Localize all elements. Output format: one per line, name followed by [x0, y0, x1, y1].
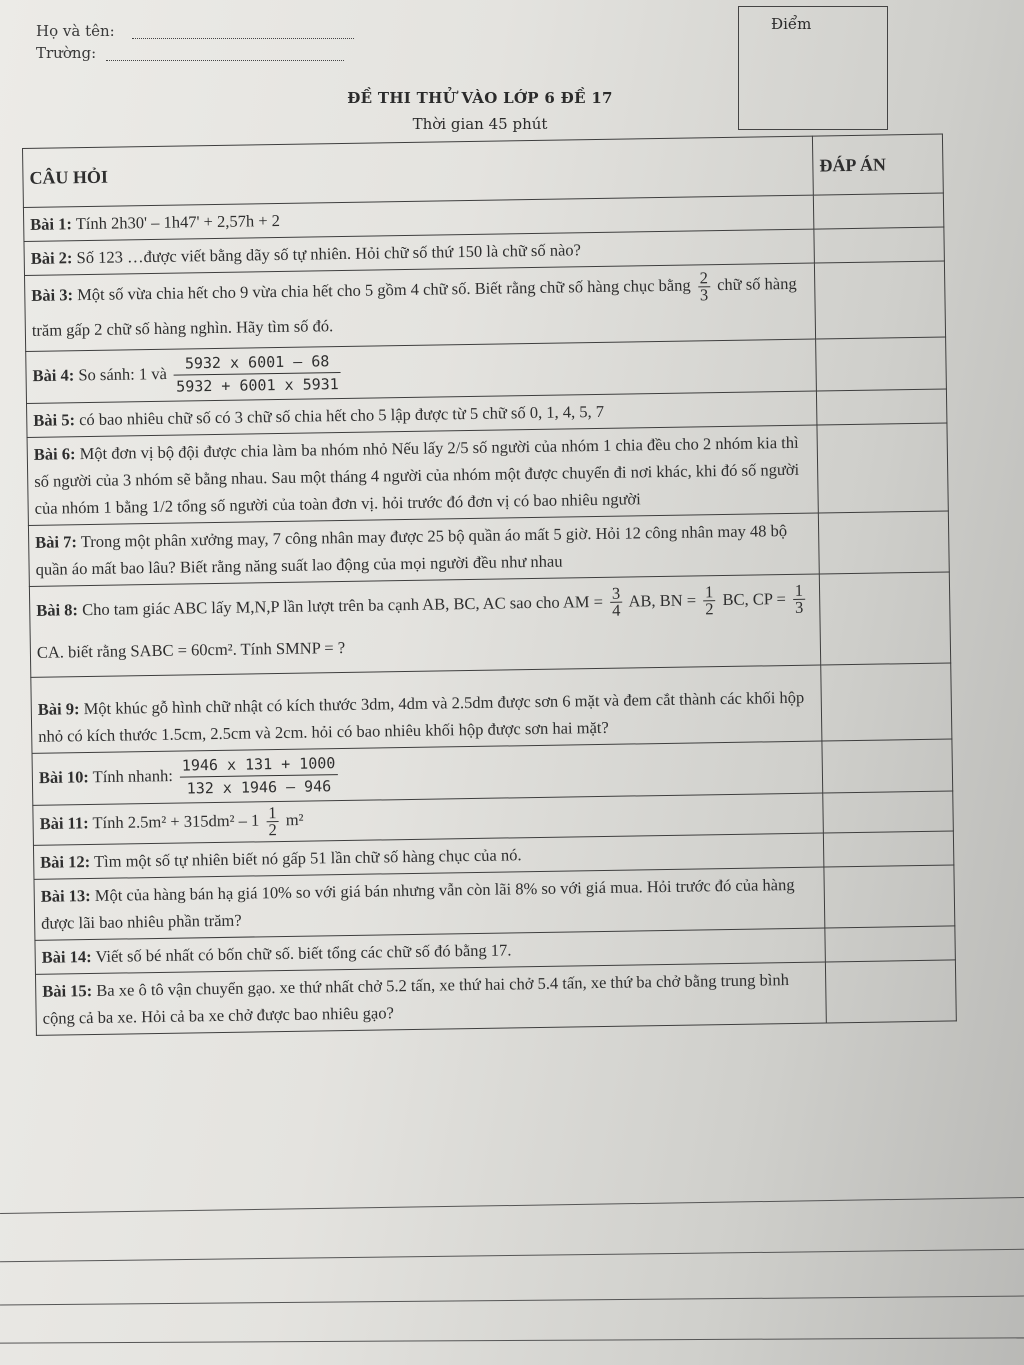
question-text: Ba xe ô tô vận chuyển gạo. xe thứ nhất chở 5.2 tấn, xe thứ hai chở 5.4 tấn, xe thứ ba chở bằng trung bình cộng cả ba xe. Hỏi cả ba xe chở được bao nhiêu gạo?: [42, 969, 790, 1028]
answer-column-header: ĐÁP ÁN: [812, 134, 943, 195]
answer-line: [0, 1296, 1024, 1306]
answer-cell[interactable]: [823, 831, 954, 867]
question-text: CA. biết rằng SABC = 60cm². Tính SMNP = ?: [36, 637, 346, 662]
question-15: [35, 962, 826, 1035]
answer-cell[interactable]: [814, 261, 945, 339]
question-text: Một đơn vị bộ đội được chia làm ba nhóm nhỏ Nếu lấy 2/5 số người của nhóm 1 chia đều cho 2 nhóm kia thì số người của 3 nhóm sẽ bằng nhau. Sau một tháng 4 người của nhóm một được chuyển đi nơi khác, khi đó số người của nhóm 1 bằng 1/2 tổng số người của toàn đơn vị. hỏi trước đó đơn vị có bao nhiêu người: [34, 432, 800, 518]
fraction-denominator: 5932 + 6001 x 5931: [176, 374, 339, 396]
question-number: Bài 9:: [37, 698, 80, 719]
question-text: So sánh: 1 và: [78, 363, 168, 385]
fraction-numerator: 1: [268, 802, 277, 822]
question-text: Một của hàng bán hạ giá 10% so với giá bán nhưng vẫn còn lãi 8% so với giá mua. Hỏi trước đó của hàng được lãi bao nhiêu phần trăm?: [41, 874, 795, 933]
question-number: Bài 12:: [40, 851, 91, 872]
fraction: [610, 586, 623, 619]
question-number: Bài 7:: [35, 531, 78, 552]
fraction-numerator: 2: [699, 267, 709, 288]
fraction-denominator: 2: [268, 819, 277, 839]
question-3: [25, 263, 816, 351]
question-number: Bài 5:: [33, 409, 76, 430]
question-text: Số 123 …được viết bằng dãy số tự nhiên. Hỏi chữ số thứ 150 là chữ số nào?: [76, 240, 582, 268]
fraction-denominator: 2: [705, 599, 714, 619]
answer-cell[interactable]: [822, 739, 953, 793]
fraction: [180, 752, 338, 799]
answer-cell[interactable]: [814, 227, 945, 263]
answer-line: [0, 1249, 1024, 1263]
question-8: [29, 574, 820, 677]
table-row: [29, 572, 950, 677]
score-box: [738, 6, 888, 130]
name-label: Họ và tên:: [36, 22, 115, 40]
question-text: Tính 2h30' – 1h47' + 2,57h + 2: [75, 210, 281, 234]
question-text: AB, BN =: [628, 590, 697, 611]
answer-line: [0, 1197, 1024, 1214]
question-table: [22, 134, 957, 1036]
exam-title: ĐỀ THI THỬ VÀO LỚP 6 ĐỀ 17: [347, 89, 613, 107]
question-number: Bài 6:: [33, 443, 76, 464]
fraction-numerator: 5932 x 6001 – 68: [174, 350, 341, 376]
question-text: Trong một phân xưởng may, 7 công nhân may được 25 bộ quần áo mất 5 giờ. Hỏi 12 công nhân may 48 bộ quần áo mất bao lâu? Biết rằng năng suất lao động của mọi người đều như nhau: [35, 520, 788, 579]
answer-line: [0, 1337, 1024, 1343]
table-row: [25, 261, 946, 351]
answer-cell[interactable]: [818, 511, 949, 574]
question-text: Tính nhanh:: [92, 765, 174, 786]
question-number: Bài 14:: [41, 946, 92, 967]
question-text: Tìm một số tự nhiên biết nó gấp 51 lần chữ số hàng chục của nó.: [93, 844, 522, 871]
answer-cell[interactable]: [816, 337, 947, 391]
answer-cell[interactable]: [821, 663, 952, 741]
question-text: Cho tam giác ABC lấy M,N,P lần lượt trên ba cạnh AB, BC, AC sao cho AM =: [81, 591, 604, 619]
fraction: [266, 802, 279, 839]
fraction-numerator: 1946 x 131 + 1000: [180, 752, 338, 777]
question-text: có bao nhiêu chữ số có 3 chữ số chia hết cho 5 lập được từ 5 chữ số 0, 1, 4, 5, 7: [78, 401, 605, 429]
school-label: Trường:: [36, 44, 97, 62]
table-row: [35, 960, 956, 1035]
school-blank: [106, 60, 344, 61]
question-9: [31, 665, 822, 753]
question-number: Bài 13:: [40, 885, 91, 906]
question-column-header: CÂU HỎI: [23, 136, 814, 207]
question-number: Bài 2:: [30, 248, 73, 268]
question-text: Một khúc gỗ hình chữ nhật có kích thước 3dm, 4dm và 2.5dm được sơn 6 mặt và đem cắt thành các khối hộp nhỏ có kích thước 1.5cm, 2.5cm và 2cm. hỏi có bao nhiêu khối hộp được sơn hai mặt?: [38, 687, 805, 746]
answer-cell[interactable]: [816, 389, 947, 425]
exam-time: Thời gian 45 phút: [412, 115, 548, 133]
answer-cell[interactable]: [824, 865, 955, 928]
question-number: Bài 8:: [36, 599, 79, 620]
fraction: [698, 267, 711, 305]
fraction-denominator: 3: [794, 598, 804, 618]
table-row: [27, 423, 948, 525]
question-text: Một số vừa chia hết cho 9 vừa chia hết cho 5 gồm 4 chữ số. Biết rằng chữ số hàng chục bằng: [77, 275, 691, 305]
question-6: [27, 425, 818, 525]
fraction-denominator: 3: [699, 284, 709, 305]
question-text: chữ số hàng trăm gấp 2 chữ số hàng nghìn. Hãy tìm số đó.: [31, 273, 797, 340]
question-text: Viết số bé nhất có bốn chữ số. biết tổng các chữ số đó bằng 17.: [95, 940, 512, 966]
answer-cell[interactable]: [825, 926, 956, 962]
question-number: Bài 11:: [39, 813, 89, 833]
table-row: [31, 663, 952, 753]
answer-cell[interactable]: [813, 193, 944, 229]
answer-cell[interactable]: [825, 960, 956, 1023]
answer-cell[interactable]: [823, 791, 954, 833]
fraction-numerator: 3: [611, 584, 621, 604]
question-number: Bài 10:: [38, 767, 89, 787]
answer-cell[interactable]: [819, 572, 950, 665]
question-text: Tính 2.5m² + 315dm² – 1: [92, 810, 260, 832]
question-text: BC, CP =: [722, 588, 786, 609]
answer-cell[interactable]: [817, 423, 948, 513]
fraction-numerator: 1: [794, 581, 804, 601]
fraction: [703, 582, 716, 619]
question-number: Bài 3:: [31, 285, 74, 305]
fraction-denominator: 132 x 1946 – 946: [186, 776, 332, 798]
fraction: [793, 583, 806, 616]
fraction: [174, 350, 341, 398]
question-number: Bài 4:: [32, 365, 75, 385]
fraction-denominator: 4: [612, 601, 621, 621]
question-number: Bài 1:: [30, 214, 73, 234]
fraction-numerator: 1: [704, 582, 714, 602]
name-blank: [132, 38, 354, 39]
question-text: m²: [285, 809, 304, 829]
question-number: Bài 15:: [42, 980, 93, 1001]
score-label: Điểm: [771, 15, 812, 33]
